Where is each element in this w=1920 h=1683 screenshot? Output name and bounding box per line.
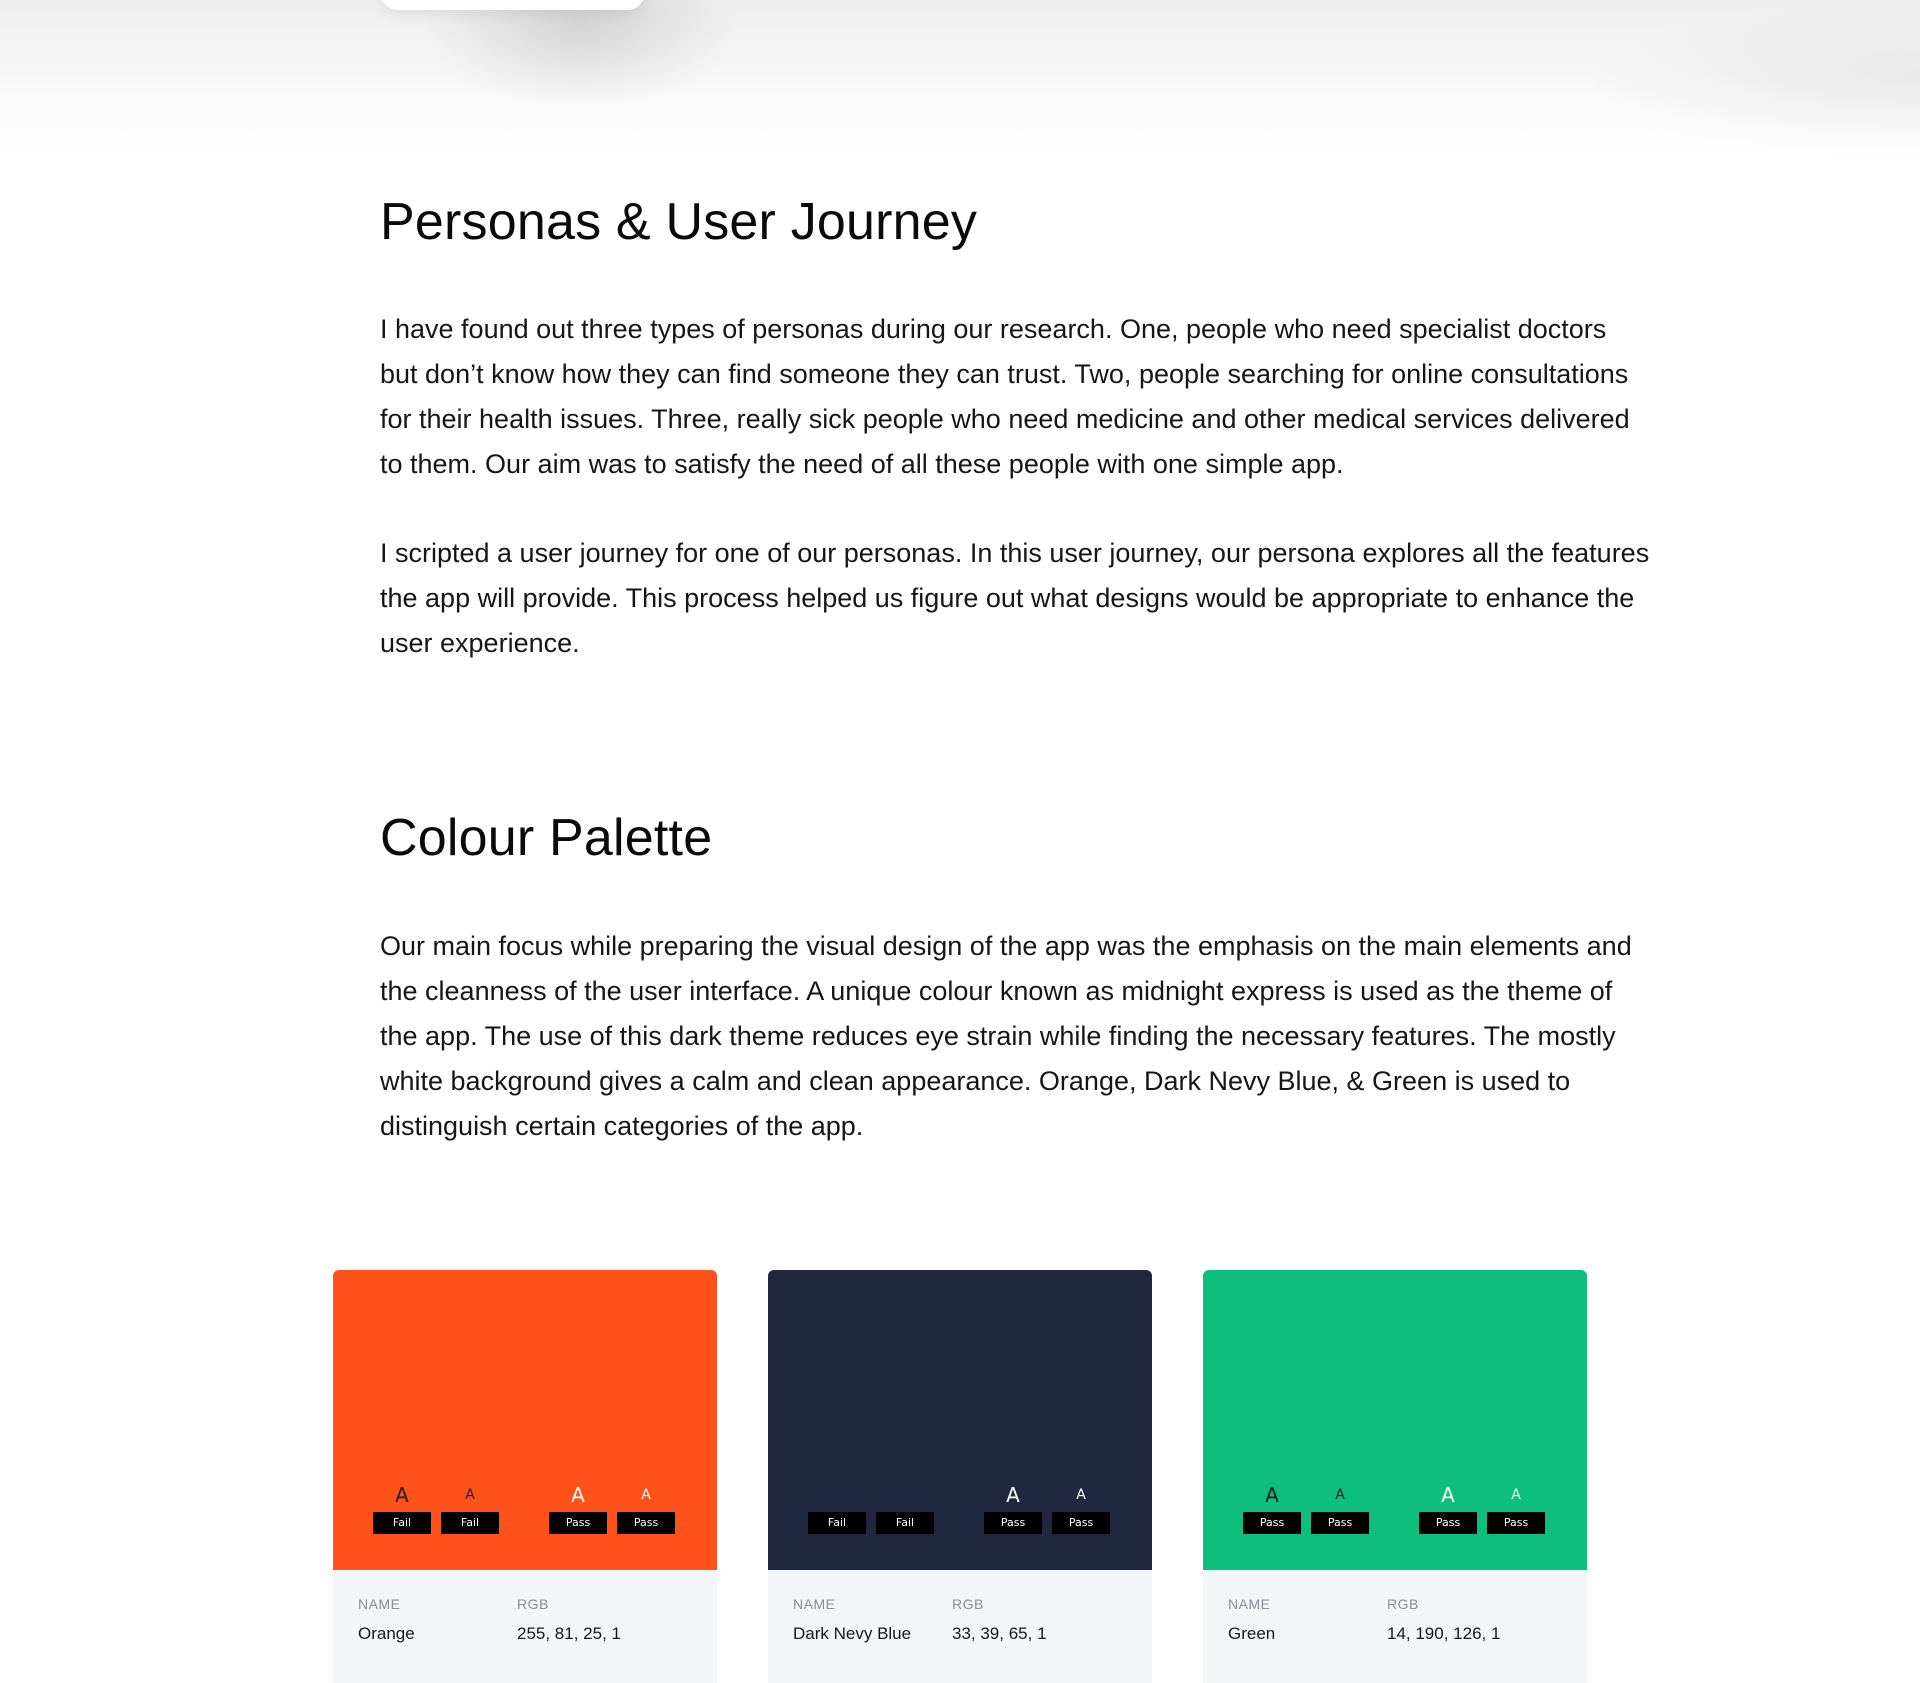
contrast-test — [1419, 1478, 1477, 1534]
result-badge: Pass — [617, 1512, 675, 1534]
color-name: Dark Nevy Blue — [793, 1624, 912, 1643]
contrast-tests — [373, 1478, 693, 1548]
result-badge: Pass — [1311, 1512, 1369, 1534]
result-badge: Fail — [373, 1512, 431, 1534]
color-info — [768, 1570, 1152, 1683]
result-badge: Pass — [549, 1512, 607, 1534]
palette-card-orange — [333, 1270, 717, 1683]
contrast-test — [1243, 1478, 1301, 1534]
name-label: NAME — [358, 1596, 401, 1612]
colour-palette-heading: Colour Palette — [380, 809, 713, 867]
contrast-test — [549, 1478, 607, 1534]
sample-glyph-small: A — [1335, 1487, 1345, 1503]
rgb-label: RGB — [1387, 1596, 1419, 1612]
result-badge: Pass — [1487, 1512, 1545, 1534]
color-rgb: 255, 81, 25, 1 — [517, 1624, 621, 1643]
color-info — [1203, 1570, 1587, 1683]
color-rgb: 33, 39, 65, 1 — [952, 1624, 1047, 1643]
result-badge: Fail — [441, 1512, 499, 1534]
sample-glyph-small: A — [1511, 1487, 1521, 1503]
colour-palette-paragraph: Our main focus while preparing the visual design of the app was the emphasis on the main elements and the cleanness of the user interface. A unique colour known as midnight express is used as the theme of the app. The use of this dark theme reduces eye strain while finding the necessary features. The mostly white background gives a calm and clean appearance. Orange, Dark Nevy Blue, & Green is used to distinguish certain categories of the app. — [380, 931, 1632, 1141]
name-label: NAME — [1228, 1596, 1271, 1612]
contrast-test — [617, 1478, 675, 1534]
sample-glyph-large: A — [1006, 1483, 1020, 1507]
contrast-test — [808, 1478, 866, 1534]
color-swatch — [768, 1270, 1152, 1570]
sample-glyph-large: A — [830, 1483, 844, 1507]
palette-cards — [333, 1270, 1593, 1683]
contrast-test — [1487, 1478, 1545, 1534]
header-card — [380, 0, 645, 10]
contrast-tests — [808, 1478, 1128, 1548]
palette-card-green — [1203, 1270, 1587, 1683]
sample-glyph-small: A — [465, 1487, 475, 1503]
result-badge: Pass — [1052, 1512, 1110, 1534]
color-name: Green — [1228, 1624, 1276, 1643]
contrast-test — [876, 1478, 934, 1534]
color-swatch — [333, 1270, 717, 1570]
result-badge: Pass — [1419, 1512, 1477, 1534]
personas-paragraph-2: I scripted a user journey for one of our personas. In this user journey, our persona explores all the features the app will provide. This process helped us figure out what designs would be appropriate to enhance the user experience. — [380, 538, 1650, 658]
result-badge: Pass — [984, 1512, 1042, 1534]
personas-paragraph-1: I have found out three types of personas during our research. One, people who need specialist doctors but don’t know how they can find someone they can trust. Two, people searching for online consultations for their health issues. Three, really sick people who need medicine and other medical services delivered to them. Our aim was to satisfy the need of all these people with one simple app. — [380, 314, 1630, 479]
color-rgb: 14, 190, 126, 1 — [1387, 1624, 1501, 1643]
sample-glyph-large: A — [1441, 1483, 1455, 1507]
sample-glyph-large: A — [1265, 1483, 1279, 1507]
result-badge: Fail — [808, 1512, 866, 1534]
palette-card-dark-nevy-blue — [768, 1270, 1152, 1683]
color-swatch — [1203, 1270, 1587, 1570]
rgb-label: RGB — [517, 1596, 549, 1612]
sample-glyph-large: A — [395, 1483, 409, 1507]
contrast-test — [1052, 1478, 1110, 1534]
sample-glyph-small: A — [1076, 1487, 1086, 1503]
contrast-test — [1311, 1478, 1369, 1534]
result-badge: Pass — [1243, 1512, 1301, 1534]
color-info — [333, 1570, 717, 1683]
contrast-test — [373, 1478, 431, 1534]
contrast-tests — [1243, 1478, 1563, 1548]
sample-glyph-small: A — [900, 1487, 910, 1503]
personas-heading: Personas & User Journey — [380, 193, 978, 251]
color-name: Orange — [358, 1624, 415, 1643]
contrast-test — [441, 1478, 499, 1534]
header-glow — [1580, 0, 1920, 160]
sample-glyph-small: A — [641, 1487, 651, 1503]
sample-glyph-large: A — [571, 1483, 585, 1507]
contrast-test — [984, 1478, 1042, 1534]
result-badge: Fail — [876, 1512, 934, 1534]
name-label: NAME — [793, 1596, 836, 1612]
rgb-label: RGB — [952, 1596, 984, 1612]
